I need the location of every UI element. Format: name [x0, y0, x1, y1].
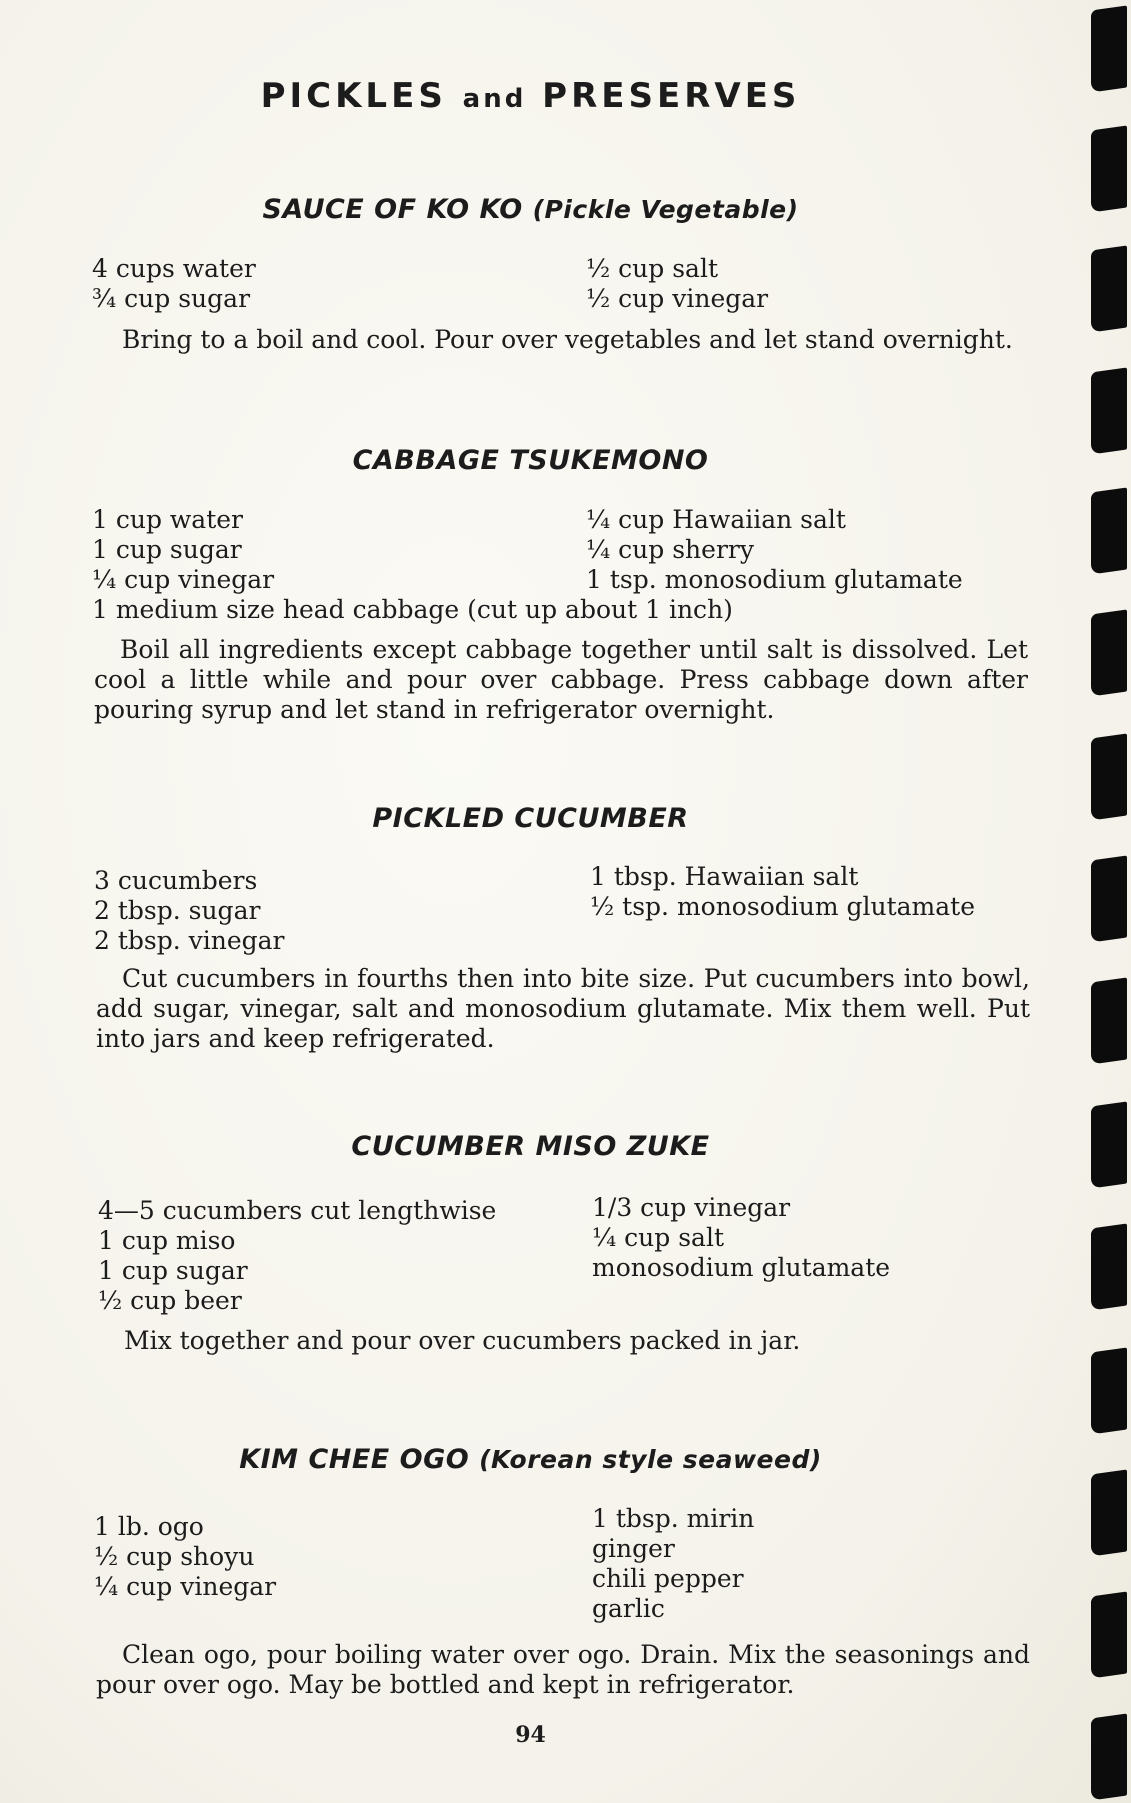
recipe-instructions: Cut cucumbers in fourths then into bite size. Put cucumbers into bowl, add sugar, vinegar, salt and monosodium glutamate. Mix them well. Put into jars and keep refrigerated. — [96, 964, 1030, 1053]
recipe-title-kim-chee-ogo: KIM CHEE OGO (Korean style seaweed) — [239, 1444, 822, 1475]
recipe-title-cucumber-miso-zuke: CUCUMBER MISO ZUKE — [351, 1131, 710, 1162]
ingredients-right: 1 tbsp. mirin ginger chili pepper garlic — [592, 1504, 755, 1623]
ingredients-right: 1/3 cup vinegar ¼ cup salt monosodium glutamate — [592, 1193, 891, 1282]
ingredients-right: 1 tbsp. Hawaiian salt ½ tsp. monosodium glutamate — [590, 862, 975, 921]
section-title: PICKLES and PRESERVES — [260, 76, 801, 116]
spiral-binding — [1061, 0, 1131, 1803]
recipe-title-cabbage-tsukemono: CABBAGE TSUKEMONO — [352, 445, 709, 476]
recipe-instructions: Bring to a boil and cool. Pour over vegetables and let stand overnight. — [122, 325, 1013, 354]
ingredients-right: ¼ cup Hawaiian salt ¼ cup sherry 1 tsp. monosodium glutamate — [586, 505, 963, 594]
ingredients-right: ½ cup salt ½ cup vinegar — [586, 254, 769, 313]
ingredients-left: 1 cup water 1 cup sugar ¼ cup vinegar 1 medium size head cabbage (cut up about 1 inch) — [92, 505, 733, 624]
ingredients-left: 4 cups water ¾ cup sugar — [92, 254, 256, 313]
recipe-title-sauce-of-ko-ko: SAUCE OF KO KO (Pickle Vegetable) — [262, 194, 799, 225]
ingredients-left: 3 cucumbers 2 tbsp. sugar 2 tbsp. vinegar — [94, 866, 285, 955]
recipe-instructions: Clean ogo, pour boiling water over ogo. Drain. Mix the seasonings and pour over ogo. May be bottled and kept in refrigerator. — [96, 1640, 1030, 1699]
ingredients-left: 1 lb. ogo ½ cup shoyu ¼ cup vinegar — [94, 1512, 277, 1601]
page-number: 94 — [515, 1722, 546, 1748]
recipe-instructions: Mix together and pour over cucumbers packed in jar. — [124, 1326, 801, 1355]
recipe-instructions: Boil all ingredients except cabbage together until salt is dissolved. Let cool a little while and pour over cabbage. Press cabbage down after pouring syrup and let stand in refrigerator overnight. — [94, 635, 1028, 724]
ingredients-left: 4—5 cucumbers cut lengthwise 1 cup miso 1 cup sugar ½ cup beer — [98, 1196, 497, 1315]
recipe-title-pickled-cucumber: PICKLED CUCUMBER — [372, 803, 689, 834]
